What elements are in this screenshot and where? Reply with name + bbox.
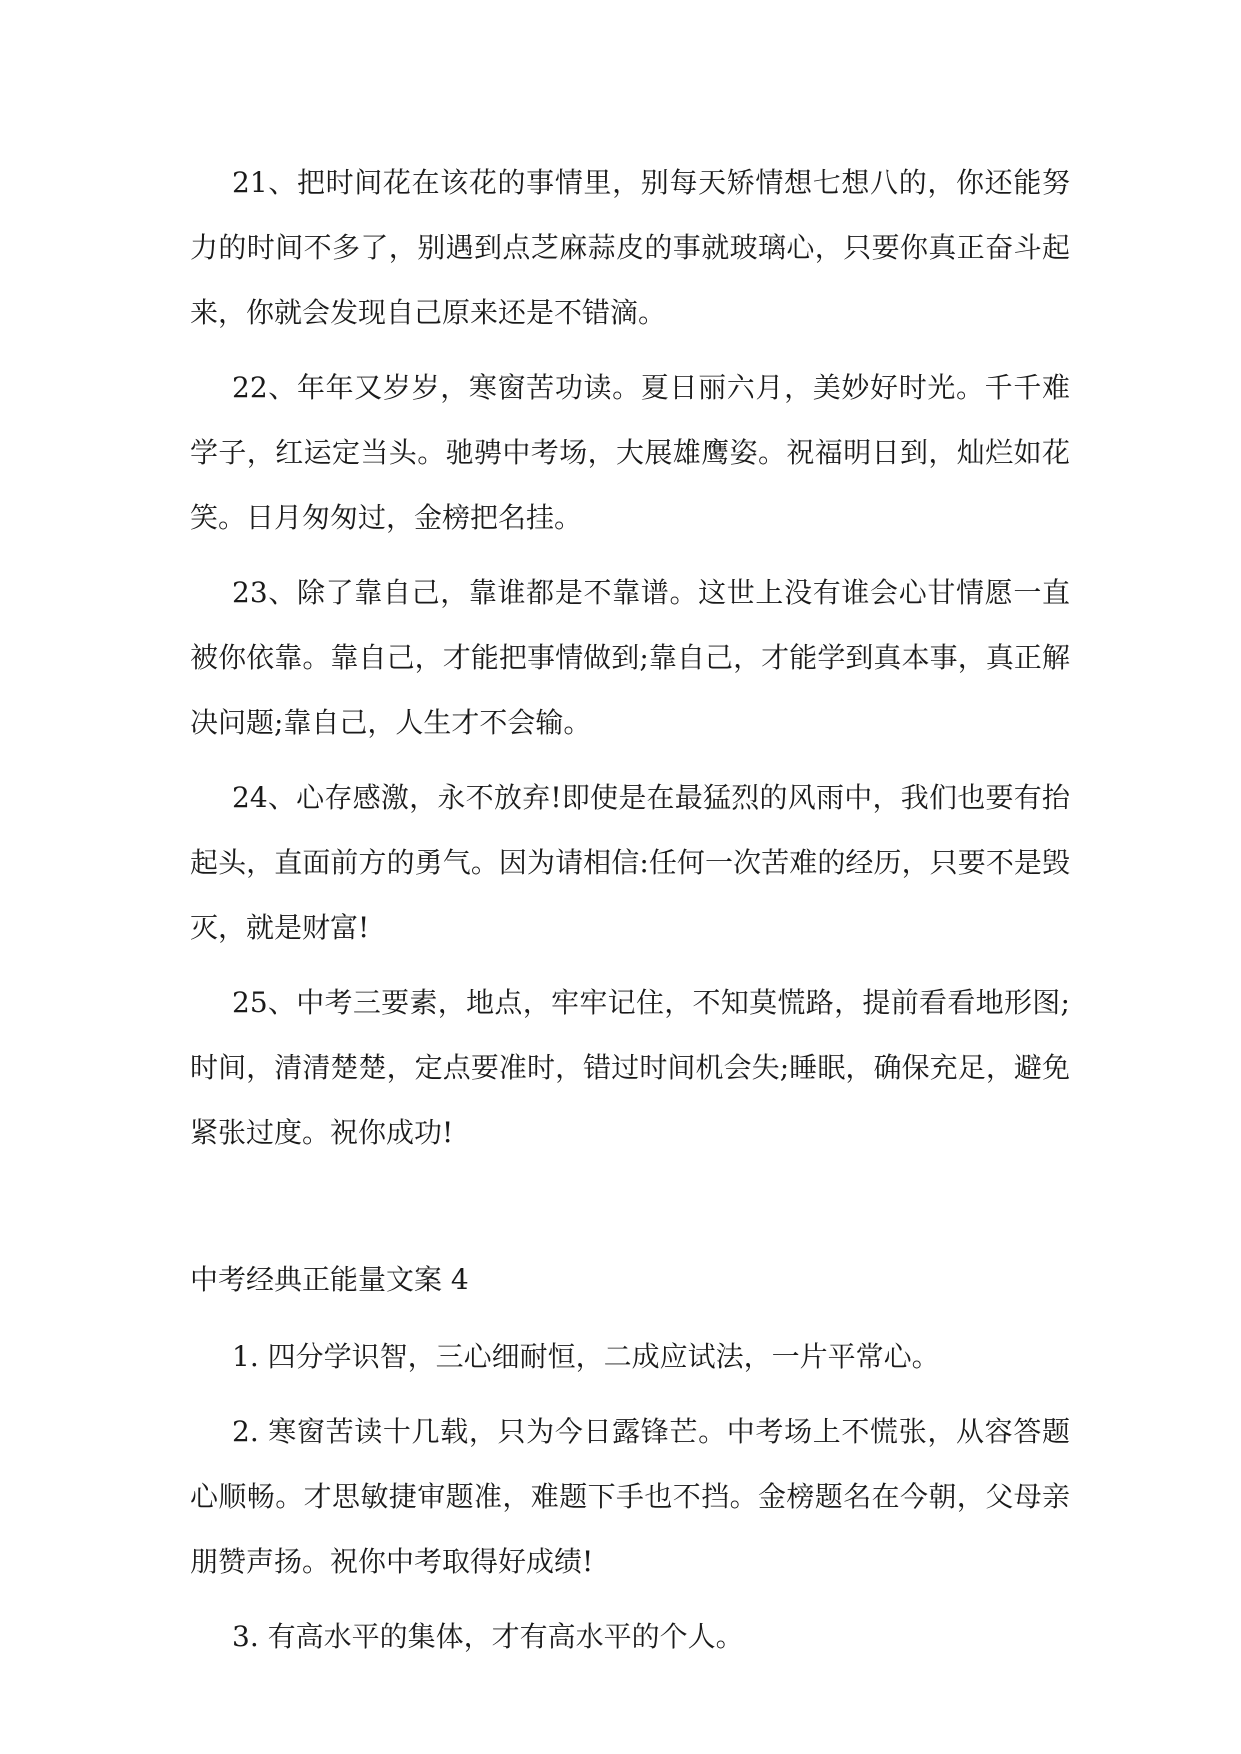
paragraph-22: 22、年年又岁岁，寒窗苦功读。夏日丽六月，美妙好时光。千千难学子，红运定当头。驰骋中考场，大展雄鹰姿。祝福明日到，灿烂如花笑。日月匆匆过，金榜把名挂。 [190,371,1070,534]
section-heading: 中考经典正能量文案 4 [190,1263,469,1296]
paragraph-25: 25、中考三要素，地点，牢牢记住，不知莫慌路，提前看看地形图;时间，清清楚楚，定点要准时，错过时间机会失;睡眠，确保充足，避免紧张过度。祝你成功! [190,986,1070,1149]
document-page [190,150,1070,1669]
paragraph-item-3: 3. 有高水平的集体，才有高水平的个人。 [232,1620,744,1653]
paragraph-24: 24、心存感激，永不放弃!即使是在最猛烈的风雨中，我们也要有抬起头，直面前方的勇气。因为请相信:任何一次苦难的经历，只要不是毁灭，就是财富! [190,781,1070,944]
paragraph-23: 23、除了靠自己，靠谁都是不靠谱。这世上没有谁会心甘情愿一直被你依靠。靠自己，才能把事情做到;靠自己，才能学到真本事，真正解决问题;靠自己，人生才不会输。 [190,576,1070,739]
paragraph-21: 21、把时间花在该花的事情里，别每天矫情想七想八的，你还能努力的时间不多了，别遇到点芝麻蒜皮的事就玻璃心，只要你真正奋斗起来，你就会发现自己原来还是不错滴。 [190,166,1070,329]
paragraph-item-1: 1. 四分学识智，三心细耐恒，二成应试法，一片平常心。 [232,1340,940,1373]
paragraph-item-2: 2. 寒窗苦读十几载，只为今日露锋芒。中考场上不慌张，从容答题心顺畅。才思敏捷审题准，难题下手也不挡。金榜题名在今朝，父母亲朋赞声扬。祝你中考取得好成绩! [190,1415,1070,1578]
